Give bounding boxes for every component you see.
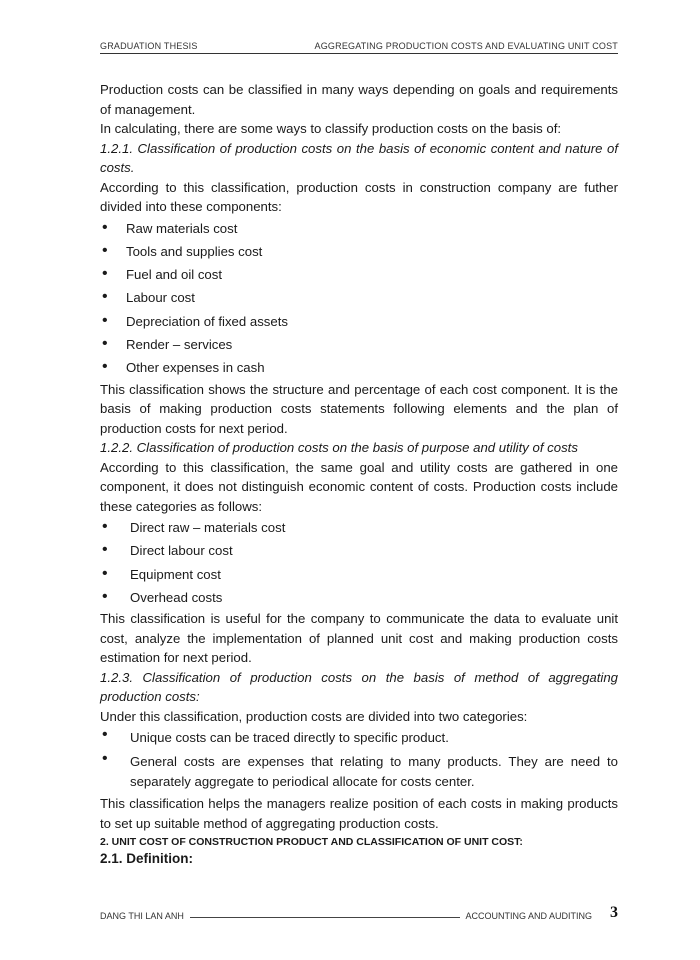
running-footer [100, 904, 618, 923]
page-number: 3 [610, 904, 618, 921]
list-item: • General costs are expenses that relating to many products. They are need to separately aggregate to periodical allocate for costs center. [100, 750, 618, 794]
list-item: • Equipment cost [100, 563, 618, 586]
header-chapter-title: AGGREGATING PRODUCTION COSTS AND EVALUATING UNIT COST [314, 41, 618, 51]
section-heading-2: 2. UNIT COST OF CONSTRUCTION PRODUCT AND CLASSIFICATION OF UNIT COST: [100, 836, 523, 849]
subsection-heading-2-1: 2.1. Definition: [100, 851, 194, 867]
paragraph-managers: This classification helps the managers realize position of each costs in making products to set up suitable method of aggregating production costs. [100, 796, 618, 831]
list-item: • Other expenses in cash [100, 356, 618, 379]
list-item: • Direct raw – materials cost [100, 516, 618, 539]
paragraph-purpose: According to this classification, the same goal and utility costs are gathered in one component, it does not distinguish economic content of costs. Production costs include these categories as follows: [100, 459, 618, 514]
list-item: • Tools and supplies cost [100, 240, 618, 263]
footer-author: DANG THI LAN ANH [100, 911, 184, 921]
list-item: • Overhead costs [100, 586, 618, 609]
footer-rule [190, 917, 460, 918]
footer-department: ACCOUNTING AND AUDITING [465, 911, 592, 921]
heading-1-2-3: 1.2.3. Classification of production costs on the basis of method of aggregating production costs: [100, 669, 618, 705]
list-purpose-categories [100, 516, 618, 609]
list-item: • Raw materials cost [100, 217, 618, 240]
list-item: • Labour cost [100, 286, 618, 309]
list-item: • Fuel and oil cost [100, 263, 618, 286]
heading-1-2-2: 1.2.2. Classification of production costs on the basis of purpose and utility of costs [100, 440, 578, 456]
list-item: • Unique costs can be traced directly to specific product. [100, 726, 618, 750]
paragraph-structure: This classification shows the structure and percentage of each cost component. It is the basis of making production costs statements following elements and the plan of production costs for next period. [100, 381, 618, 436]
list-aggregation-categories [100, 726, 618, 794]
list-item: • Direct labour cost [100, 539, 618, 562]
paragraph-classify-basis: In calculating, there are some ways to classify production costs on the basis of: [100, 121, 562, 136]
paragraph-usefulness: This classification is useful for the company to communicate the data to evaluate unit cost, analyze the implementation of planned unit cost and making production costs estimation for next period. [100, 611, 618, 666]
running-header [100, 40, 618, 54]
page-body [100, 80, 618, 867]
header-thesis-label: GRADUATION THESIS [100, 41, 198, 51]
paragraph-two-categories: Under this classification, production costs are divided into two categories: [100, 708, 528, 724]
list-item: • Depreciation of fixed assets [100, 310, 618, 333]
paragraph-components-intro: According to this classification, production costs in construction company are futher divided into these components: [100, 179, 618, 214]
list-cost-components [100, 217, 618, 380]
heading-1-2-1: 1.2.1. Classification of production costs on the basis of economic content and nature of costs. [100, 140, 618, 175]
paragraph-intro: Production costs can be classified in many ways depending on goals and requirements of management. [100, 82, 618, 117]
list-item: • Render – services [100, 333, 618, 356]
